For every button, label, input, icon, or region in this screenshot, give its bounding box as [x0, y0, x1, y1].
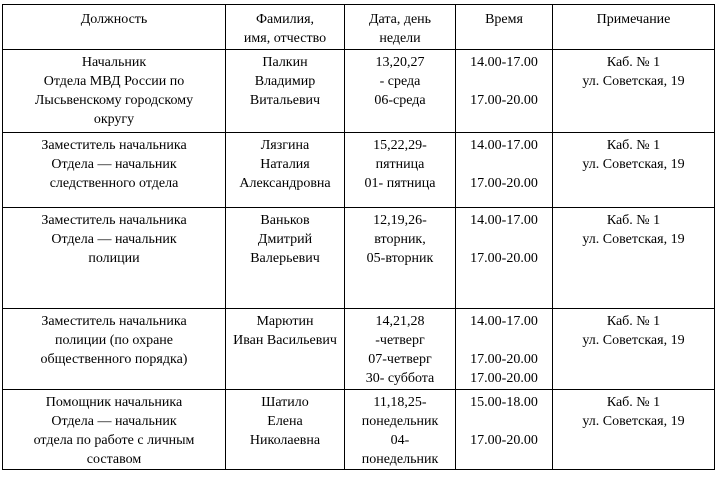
- note-cell: Каб. № 1 ул. Советская, 19: [553, 50, 715, 133]
- note-cell: Каб. № 1 ул. Советская, 19: [553, 208, 715, 309]
- position-cell: Начальник Отдела МВД России по Лысьвенскому городскому округу: [3, 50, 226, 133]
- note-cell: Каб. № 1 ул. Советская, 19: [553, 309, 715, 390]
- date-cell: 13,20,27 - среда 06-среда: [345, 50, 456, 133]
- header-date: Дата, день недели: [345, 5, 456, 50]
- reception-schedule-table: [2, 4, 715, 470]
- name-cell: Марютин Иван Васильевич: [226, 309, 345, 390]
- date-cell: 14,21,28 -четверг 07-четверг 30- суббота: [345, 309, 456, 390]
- name-cell: Лязгина Наталия Александровна: [226, 133, 345, 208]
- date-cell: 12,19,26- вторник, 05-вторник: [345, 208, 456, 309]
- table-row: [3, 133, 715, 208]
- note-cell: Каб. № 1 ул. Советская, 19: [553, 390, 715, 470]
- name-cell: Шатило Елена Николаевна: [226, 390, 345, 470]
- header-time: Время: [456, 5, 553, 50]
- header-name: Фамилия, имя, отчество: [226, 5, 345, 50]
- header-row: [3, 5, 715, 50]
- position-cell: Заместитель начальника полиции (по охране общественного порядка): [3, 309, 226, 390]
- table-row: [3, 390, 715, 470]
- table-row: [3, 309, 715, 390]
- date-cell: 15,22,29- пятница 01- пятница: [345, 133, 456, 208]
- time-cell: 14.00-17.00 17.00-20.00: [456, 133, 553, 208]
- time-cell: 14.00-17.00 17.00-20.00 17.00-20.00: [456, 309, 553, 390]
- time-cell: 15.00-18.00 17.00-20.00: [456, 390, 553, 470]
- position-cell: Заместитель начальника Отдела — начальник полиции: [3, 208, 226, 309]
- header-position: Должность: [3, 5, 226, 50]
- table-row: [3, 208, 715, 309]
- table-row: [3, 50, 715, 133]
- time-cell: 14.00-17.00 17.00-20.00: [456, 50, 553, 133]
- note-cell: Каб. № 1 ул. Советская, 19: [553, 133, 715, 208]
- position-cell: Помощник начальника Отдела — начальник отдела по работе с личным составом: [3, 390, 226, 470]
- header-note: Примечание: [553, 5, 715, 50]
- name-cell: Ваньков Дмитрий Валерьевич: [226, 208, 345, 309]
- position-cell: Заместитель начальника Отдела — начальник следственного отдела: [3, 133, 226, 208]
- name-cell: Палкин Владимир Витальевич: [226, 50, 345, 133]
- date-cell: 11,18,25- понедельник 04- понедельник: [345, 390, 456, 470]
- time-cell: 14.00-17.00 17.00-20.00: [456, 208, 553, 309]
